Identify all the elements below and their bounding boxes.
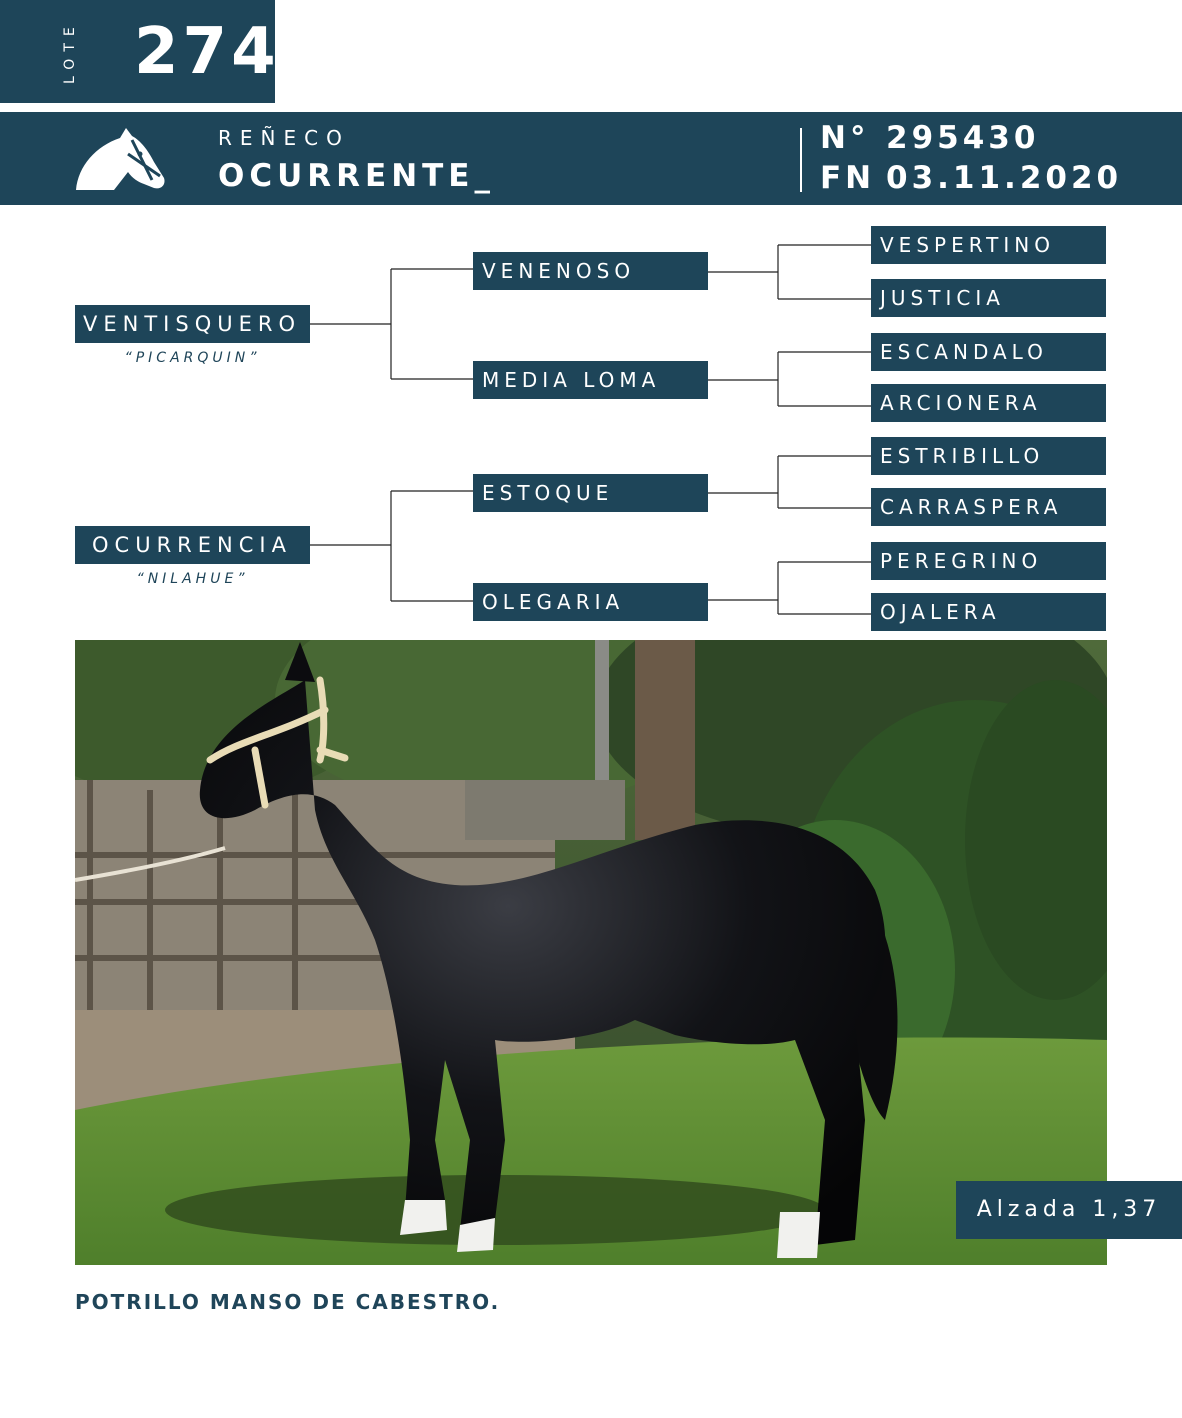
birth-date: 03.11.2020 xyxy=(886,160,1123,196)
sire-box: VENTISQUERO xyxy=(75,305,310,343)
horse-photo xyxy=(75,640,1107,1265)
horse-photo-illustration xyxy=(75,640,1107,1265)
lot-label: LOTE xyxy=(62,20,78,84)
grandparent-box: MEDIA LOMA xyxy=(473,361,708,399)
great-grandparent-box: ESTRIBILLO xyxy=(871,437,1106,475)
lot-remark: POTRILLO MANSO DE CABESTRO. xyxy=(75,1290,501,1314)
registration-number: 295430 xyxy=(886,120,1040,156)
great-grandparent-box: PEREGRINO xyxy=(871,542,1106,580)
grandparent-box: ESTOQUE xyxy=(473,474,708,512)
registration-key: N° xyxy=(820,120,870,156)
horse-name: OCURRENTE_ xyxy=(218,158,495,194)
great-grandparent-box: JUSTICIA xyxy=(871,279,1106,317)
dam-box: OCURRENCIA xyxy=(75,526,310,564)
grandparent-box: VENENOSO xyxy=(473,252,708,290)
dam-alias: “NILAHUE” xyxy=(136,571,249,587)
great-grandparent-box: ARCIONERA xyxy=(871,384,1106,422)
great-grandparent-box: ESCANDALO xyxy=(871,333,1106,371)
great-grandparent-box: VESPERTINO xyxy=(871,226,1106,264)
breeder-name: REÑECO xyxy=(218,126,350,150)
lot-number: 274 xyxy=(134,15,280,89)
grandparent-box: OLEGARIA xyxy=(473,583,708,621)
height-badge: Alzada 1,37 xyxy=(956,1181,1182,1239)
great-grandparent-box: CARRASPERA xyxy=(871,488,1106,526)
great-grandparent-box: OJALERA xyxy=(871,593,1106,631)
birth-date-key: FN xyxy=(820,160,876,196)
sire-alias: “PICARQUIN” xyxy=(124,350,261,366)
